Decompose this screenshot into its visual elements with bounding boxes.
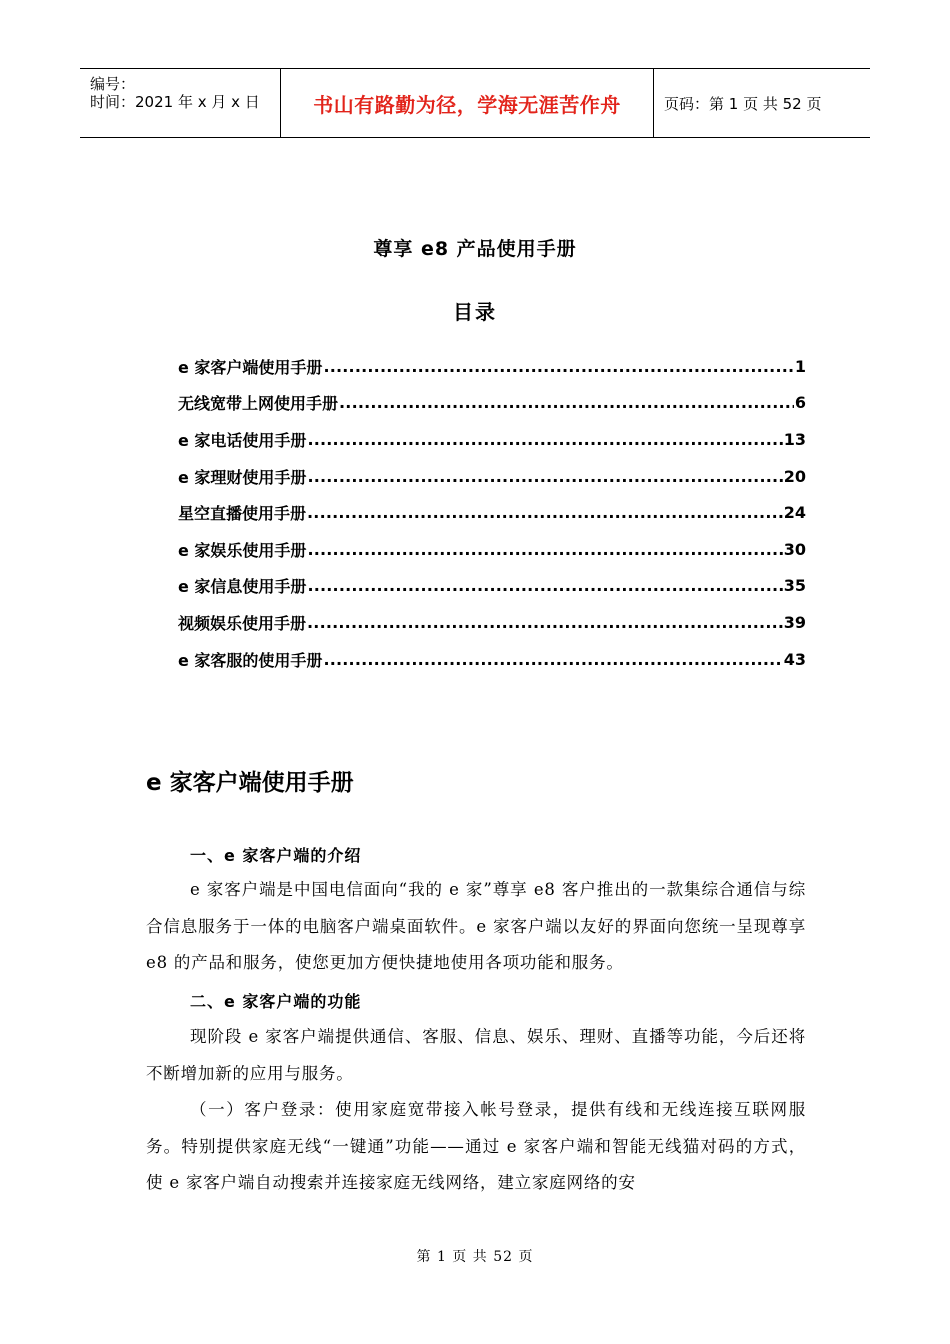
section-title: e 家客户端使用手册 xyxy=(146,770,354,796)
login-paragraph: （一）客户登录：使用家庭宽带接入帐号登录，提供有线和无线连接互联网服务。特别提供家庭无线“一键通”功能——通过 e 家客户端和智能无线猫对码的方式，使 e 家客户端自动搜索并连接家庭无线网络，建立家庭网络的安 xyxy=(146,1100,806,1192)
function-heading: 二、e 家客户端的功能 xyxy=(190,992,362,1011)
toc-leader-dots xyxy=(323,650,782,669)
header-table xyxy=(80,68,870,138)
toc-entry-label: e 家理财使用手册 xyxy=(178,467,307,487)
toc-entry-page: 39 xyxy=(783,612,806,632)
toc-leader-dots xyxy=(307,613,783,632)
toc-entry[interactable] xyxy=(178,385,806,422)
toc-entry-page: 1 xyxy=(794,356,806,376)
motto-text: 书山有路勤为径，学海无涯苦作舟 xyxy=(313,92,621,117)
toc-entry[interactable] xyxy=(178,604,806,641)
toc-entry[interactable] xyxy=(178,421,806,458)
toc-entry-label: 无线宽带上网使用手册 xyxy=(178,394,339,414)
toc-entry-label: 视频娱乐使用手册 xyxy=(178,613,307,633)
toc-entry-label: 星空直播使用手册 xyxy=(178,504,307,524)
toc-entry-page: 43 xyxy=(783,649,806,669)
toc-entry[interactable] xyxy=(178,458,806,495)
toc-leader-dots xyxy=(307,576,782,595)
toc-entry-label: e 家信息使用手册 xyxy=(178,577,307,597)
header-left-cell xyxy=(80,69,281,137)
toc-leader-dots xyxy=(307,430,782,449)
toc-entry-page: 30 xyxy=(783,539,806,559)
toc-entry[interactable] xyxy=(178,568,806,605)
toc-entry[interactable] xyxy=(178,531,806,568)
toc-entry-page: 24 xyxy=(783,503,806,523)
toc-entry-page: 13 xyxy=(783,429,806,449)
toc-entry[interactable] xyxy=(178,348,806,385)
toc-entry-page: 20 xyxy=(783,466,806,486)
header-page-cell xyxy=(654,69,870,137)
document-time-label: 时间：2021 年 x 月 x 日 xyxy=(90,93,260,111)
intro-paragraph: e 家客户端是中国电信面向“我的 e 家”尊享 e8 客户推出的一款集综合通信与综合信息服务于一体的电脑客户端桌面软件。e 家客户端以友好的界面向您统一呈现尊享 e8 的产品和服务，使您更加方便快捷地使用各项功能和服务。 xyxy=(146,880,806,972)
toc-leader-dots xyxy=(323,357,793,376)
toc-leader-dots xyxy=(307,540,782,559)
toc-heading: 目录 xyxy=(453,300,497,324)
toc-leader-dots xyxy=(339,393,794,412)
intro-heading: 一、e 家客户端的介绍 xyxy=(190,846,362,865)
toc-entry-page: 6 xyxy=(794,393,806,413)
toc-entry-label: e 家客服的使用手册 xyxy=(178,650,323,670)
toc-entry-label: e 家电话使用手册 xyxy=(178,430,307,450)
toc-entry[interactable] xyxy=(178,494,806,531)
page-info: 页码：第 1 页 共 52 页 xyxy=(664,94,822,113)
header-motto-cell xyxy=(281,69,654,137)
toc-entry-label: e 家客户端使用手册 xyxy=(178,357,323,377)
function-paragraph: 现阶段 e 家客户端提供通信、客服、信息、娱乐、理财、直播等功能，今后还将不断增加新的应用与服务。 xyxy=(146,1027,806,1083)
page-footer: 第 1 页 共 52 页 xyxy=(416,1249,534,1265)
document-number-label: 编号： xyxy=(90,75,136,93)
toc-entry[interactable] xyxy=(178,641,806,678)
toc-leader-dots xyxy=(307,503,783,522)
toc-entry-page: 35 xyxy=(783,576,806,596)
toc-leader-dots xyxy=(307,467,782,486)
table-of-contents xyxy=(178,348,806,677)
document-title: 尊享 e8 产品使用手册 xyxy=(373,238,577,260)
toc-entry-label: e 家娱乐使用手册 xyxy=(178,540,307,560)
